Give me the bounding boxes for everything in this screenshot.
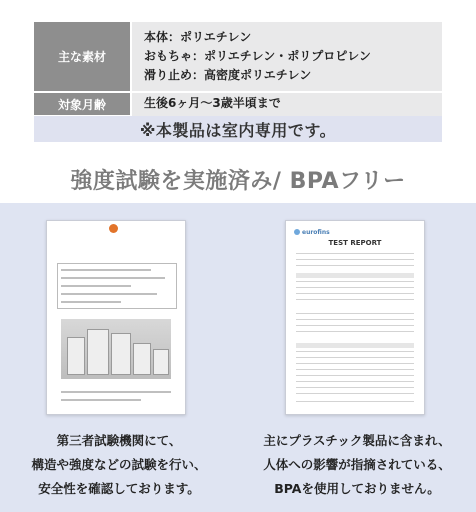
indoor-only-notice: ※本製品は室内専用です。 xyxy=(34,116,442,142)
section-heading: 強度試験を実施済み/ BPAフリー xyxy=(70,169,406,194)
eurofins-logo xyxy=(294,229,330,236)
right-caption xyxy=(244,429,470,501)
eurofins-brand-text: eurofins xyxy=(302,229,330,236)
left-caption xyxy=(8,429,230,501)
caption-line: 構造や強度などの試験を行い、 xyxy=(31,457,207,472)
material-line: おもちゃ：ポリエチレン・ポリプロピレン xyxy=(144,49,371,63)
test-report-document-icon xyxy=(285,220,425,415)
material-row xyxy=(34,22,442,91)
age-row xyxy=(34,93,442,117)
caption-line: 主にプラスチック製品に含まれ、 xyxy=(263,433,451,448)
eurofins-logo-icon xyxy=(294,229,300,235)
caption-line: BPAを使用しておりません。 xyxy=(274,481,440,496)
caption-line: 安全性を確認しております。 xyxy=(38,481,200,496)
age-label: 対象月齢 xyxy=(34,93,130,115)
certificate-seal-icon xyxy=(109,224,118,233)
age-value: 生後6ヶ月〜3歳半頃まで xyxy=(132,93,442,117)
caption-line: 人体への影響が指摘されている、 xyxy=(263,457,451,472)
certification-panel xyxy=(0,203,476,512)
material-label: 主な素材 xyxy=(34,22,130,91)
material-value xyxy=(132,22,442,91)
test-certificate-document-icon xyxy=(46,220,186,415)
spec-table xyxy=(34,22,442,117)
test-photo-image xyxy=(61,319,171,379)
material-line: 本体：ポリエチレン xyxy=(144,30,252,44)
report-title: TEST REPORT xyxy=(328,239,382,247)
material-line: 滑り止め：高密度ポリエチレン xyxy=(144,68,312,82)
caption-line: 第三者試験機関にて、 xyxy=(56,433,182,448)
